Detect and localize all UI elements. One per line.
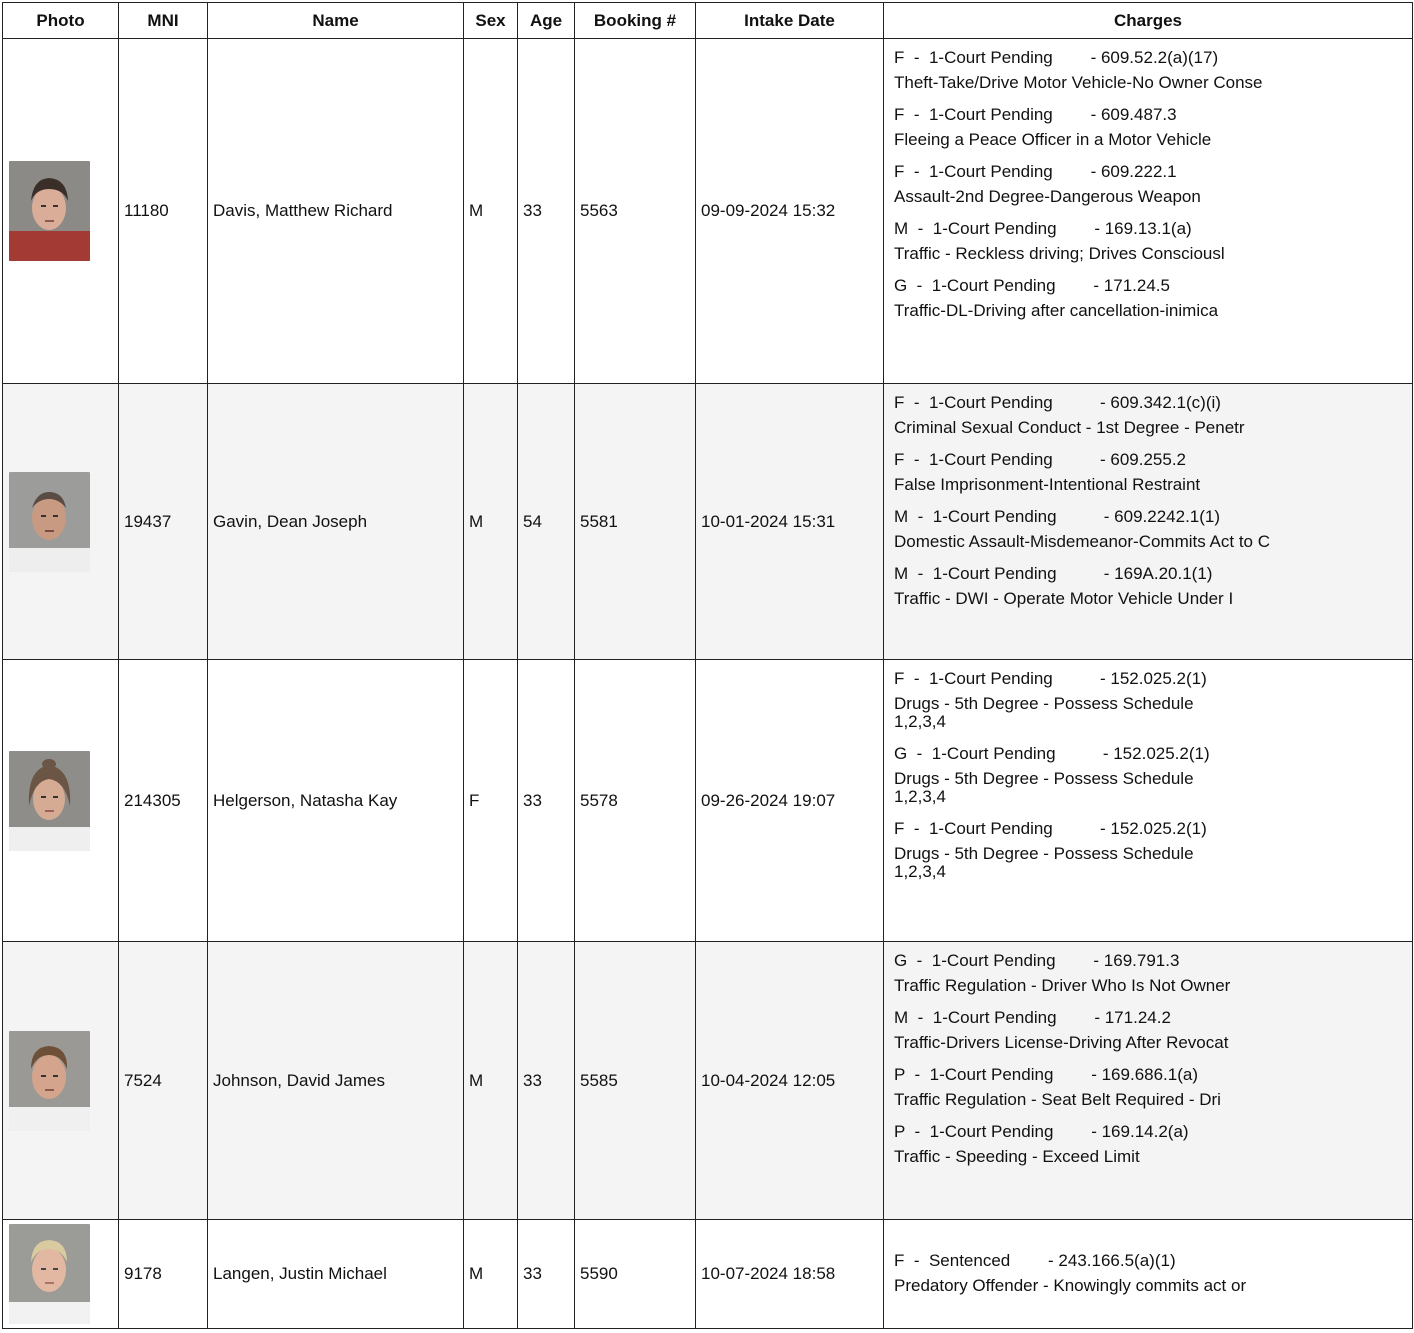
header-charges: Charges [884, 3, 1413, 39]
charge-statute: - 609.52.2(a)(17) [1090, 48, 1219, 67]
charge-status: 1-Court Pending [929, 1122, 1054, 1141]
charge-entry: G - 1-Court Pending - 152.025.2(1) Drugs - 5th Degree - Possess Schedule 1,2,3,4 [894, 741, 1402, 809]
photo-cell [3, 384, 119, 660]
charge-description: Traffic-Drivers License-Driving After Revocat [894, 1033, 1229, 1052]
photo-cell [3, 39, 119, 384]
mugshot-photo [9, 751, 90, 851]
charge-entry: M - 1-Court Pending - 171.24.2 Traffic-Drivers License-Driving After Revocat [894, 1005, 1402, 1055]
charge-statute: - 243.166.5(a)(1) [1048, 1251, 1176, 1270]
charge-status: 1-Court Pending [928, 819, 1053, 838]
charge-status: 1-Court Pending [931, 276, 1056, 295]
charges-cell [884, 942, 1413, 1220]
intake-date-cell: 10-01-2024 15:31 [696, 384, 884, 660]
charge-description: Traffic - Speeding - Exceed Limit [894, 1147, 1140, 1166]
charge-statute: - 169.791.3 [1093, 951, 1180, 970]
charge-statute: - 152.025.2(1) [1100, 669, 1207, 688]
charge-entry: G - 1-Court Pending - 169.791.3 Traffic Regulation - Driver Who Is Not Owner [894, 948, 1402, 998]
charge-description: Traffic - Reckless driving; Drives Consciousl [894, 244, 1225, 263]
charge-status: 1-Court Pending [928, 393, 1053, 412]
charge-entry: F - 1-Court Pending - 609.487.3 Fleeing a Peace Officer in a Motor Vehicle [894, 102, 1402, 152]
charge-level: F [894, 48, 905, 67]
charge-statute: - 169A.20.1(1) [1103, 564, 1213, 583]
charge-description: Fleeing a Peace Officer in a Motor Vehicle [894, 130, 1212, 149]
charge-description: Criminal Sexual Conduct - 1st Degree - Penetr [894, 418, 1245, 437]
charge-description: Drugs - 5th Degree - Possess Schedule 1,2,3,4 [894, 769, 1194, 806]
charge-entry: F - 1-Court Pending - 609.255.2 False Imprisonment-Intentional Restraint [894, 447, 1402, 497]
charge-entry: P - 1-Court Pending - 169.14.2(a) Traffic - Speeding - Exceed Limit [894, 1119, 1402, 1169]
intake-date-cell: 10-04-2024 12:05 [696, 942, 884, 1220]
charge-status: 1-Court Pending [928, 669, 1053, 688]
charge-description: Domestic Assault-Misdemeanor-Commits Act to C [894, 532, 1270, 551]
charge-description: Assault-2nd Degree-Dangerous Weapon [894, 187, 1201, 206]
name-cell: Johnson, David James [208, 942, 464, 1220]
table-row [3, 942, 1413, 1220]
charge-entry: F - 1-Court Pending - 152.025.2(1) Drugs - 5th Degree - Possess Schedule 1,2,3,4 [894, 816, 1402, 884]
charge-statute: - 169.13.1(a) [1094, 219, 1192, 238]
charge-description: Traffic-DL-Driving after cancellation-inimica [894, 301, 1219, 320]
charge-level: F [894, 393, 905, 412]
charge-statute: - 609.487.3 [1090, 105, 1177, 124]
charge-level: G [894, 744, 908, 763]
charge-description: Drugs - 5th Degree - Possess Schedule 1,2,3,4 [894, 844, 1194, 881]
charge-status: Sentenced [928, 1251, 1011, 1270]
charge-level: M [894, 1008, 909, 1027]
charge-entry: M - 1-Court Pending - 609.2242.1(1) Domestic Assault-Misdemeanor-Commits Act to C [894, 504, 1402, 554]
name-cell: Davis, Matthew Richard [208, 39, 464, 384]
name-cell: Langen, Justin Michael [208, 1220, 464, 1329]
charge-status: 1-Court Pending [931, 951, 1056, 970]
table-header-row [3, 3, 1413, 39]
name-cell: Gavin, Dean Joseph [208, 384, 464, 660]
charge-status: 1-Court Pending [932, 219, 1057, 238]
charge-level: F [894, 105, 905, 124]
charges-cell [884, 39, 1413, 384]
charge-level: G [894, 951, 908, 970]
charge-description: False Imprisonment-Intentional Restraint [894, 475, 1201, 494]
charge-statute: - 169.686.1(a) [1091, 1065, 1199, 1084]
booking-cell: 5585 [575, 942, 696, 1220]
mni-cell: 19437 [119, 384, 208, 660]
charge-level: G [894, 276, 908, 295]
charge-level: P [894, 1122, 906, 1141]
charge-statute: - 609.2242.1(1) [1103, 507, 1221, 526]
header-name: Name [208, 3, 464, 39]
charge-statute: - 171.24.2 [1094, 1008, 1171, 1027]
charge-description: Traffic Regulation - Seat Belt Required - Dri [894, 1090, 1221, 1109]
charge-entry: F - Sentenced - 243.166.5(a)(1) Predatory Offender - Knowingly commits act or [894, 1248, 1402, 1298]
name-cell: Helgerson, Natasha Kay [208, 660, 464, 942]
charge-statute: - 169.14.2(a) [1091, 1122, 1189, 1141]
mni-cell: 9178 [119, 1220, 208, 1329]
charge-level: F [894, 669, 905, 688]
charge-level: M [894, 219, 909, 238]
charge-entry: F - 1-Court Pending - 152.025.2(1) Drugs - 5th Degree - Possess Schedule 1,2,3,4 [894, 666, 1402, 734]
photo-cell [3, 660, 119, 942]
charge-statute: - 152.025.2(1) [1102, 744, 1210, 763]
charge-status: 1-Court Pending [932, 564, 1057, 583]
charge-level: M [894, 507, 909, 526]
booking-cell: 5563 [575, 39, 696, 384]
charge-level: P [894, 1065, 906, 1084]
sex-cell: F [464, 660, 518, 942]
age-cell: 33 [518, 39, 575, 384]
sex-cell: M [464, 384, 518, 660]
photo-cell [3, 1220, 119, 1329]
charge-statute: - 152.025.2(1) [1100, 819, 1207, 838]
mugshot-photo [9, 161, 90, 261]
charge-statute: - 609.255.2 [1100, 450, 1187, 469]
sex-cell: M [464, 1220, 518, 1329]
intake-date-cell: 09-26-2024 19:07 [696, 660, 884, 942]
header-intake-date: Intake Date [696, 3, 884, 39]
header-photo: Photo [3, 3, 119, 39]
charge-status: 1-Court Pending [931, 744, 1056, 763]
mni-cell: 7524 [119, 942, 208, 1220]
charge-entry: M - 1-Court Pending - 169.13.1(a) Traffic - Reckless driving; Drives Consciousl [894, 216, 1402, 266]
age-cell: 54 [518, 384, 575, 660]
header-booking: Booking # [575, 3, 696, 39]
charge-level: M [894, 564, 909, 583]
charge-statute: - 609.342.1(c)(i) [1100, 393, 1221, 412]
photo-cell [3, 942, 119, 1220]
charge-statute: - 171.24.5 [1093, 276, 1170, 295]
charge-entry: F - 1-Court Pending - 609.52.2(a)(17) Theft-Take/Drive Motor Vehicle-No Owner Conse [894, 45, 1402, 95]
mugshot-photo [9, 1224, 90, 1324]
charge-status: 1-Court Pending [928, 162, 1053, 181]
charges-cell [884, 1220, 1413, 1329]
charge-description: Theft-Take/Drive Motor Vehicle-No Owner Conse [894, 73, 1263, 92]
age-cell: 33 [518, 942, 575, 1220]
charge-entry: F - 1-Court Pending - 609.222.1 Assault-2nd Degree-Dangerous Weapon [894, 159, 1402, 209]
charge-description: Predatory Offender - Knowingly commits act or [894, 1276, 1247, 1295]
header-sex: Sex [464, 3, 518, 39]
charges-cell [884, 384, 1413, 660]
intake-date-cell: 09-09-2024 15:32 [696, 39, 884, 384]
charge-status: 1-Court Pending [932, 507, 1057, 526]
intake-date-cell: 10-07-2024 18:58 [696, 1220, 884, 1329]
age-cell: 33 [518, 1220, 575, 1329]
charge-level: F [894, 1251, 905, 1270]
charge-description: Traffic Regulation - Driver Who Is Not Owner [894, 976, 1231, 995]
charge-status: 1-Court Pending [929, 1065, 1054, 1084]
charge-level: F [894, 819, 905, 838]
booking-cell: 5578 [575, 660, 696, 942]
charges-cell [884, 660, 1413, 942]
inmate-roster-table [2, 2, 1413, 1329]
sex-cell: M [464, 942, 518, 1220]
charge-status: 1-Court Pending [928, 450, 1053, 469]
charge-statute: - 609.222.1 [1090, 162, 1177, 181]
table-row [3, 660, 1413, 942]
table-row [3, 39, 1413, 384]
booking-cell: 5581 [575, 384, 696, 660]
charge-status: 1-Court Pending [928, 48, 1053, 67]
header-mni: MNI [119, 3, 208, 39]
charge-entry: G - 1-Court Pending - 171.24.5 Traffic-DL-Driving after cancellation-inimica [894, 273, 1402, 323]
charge-entry: M - 1-Court Pending - 169A.20.1(1) Traffic - DWI - Operate Motor Vehicle Under I [894, 561, 1402, 611]
charge-entry: F - 1-Court Pending - 609.342.1(c)(i) Criminal Sexual Conduct - 1st Degree - Penetr [894, 390, 1402, 440]
sex-cell: M [464, 39, 518, 384]
header-age: Age [518, 3, 575, 39]
mni-cell: 214305 [119, 660, 208, 942]
mugshot-photo [9, 1031, 90, 1131]
charge-entry: P - 1-Court Pending - 169.686.1(a) Traffic Regulation - Seat Belt Required - Dri [894, 1062, 1402, 1112]
age-cell: 33 [518, 660, 575, 942]
charge-description: Drugs - 5th Degree - Possess Schedule 1,2,3,4 [894, 694, 1194, 731]
charge-description: Traffic - DWI - Operate Motor Vehicle Under I [894, 589, 1234, 608]
charge-status: 1-Court Pending [928, 105, 1053, 124]
mugshot-photo [9, 472, 90, 572]
booking-cell: 5590 [575, 1220, 696, 1329]
charge-status: 1-Court Pending [932, 1008, 1057, 1027]
charge-level: F [894, 162, 905, 181]
table-row [3, 1220, 1413, 1329]
table-row [3, 384, 1413, 660]
charge-level: F [894, 450, 905, 469]
mni-cell: 11180 [119, 39, 208, 384]
